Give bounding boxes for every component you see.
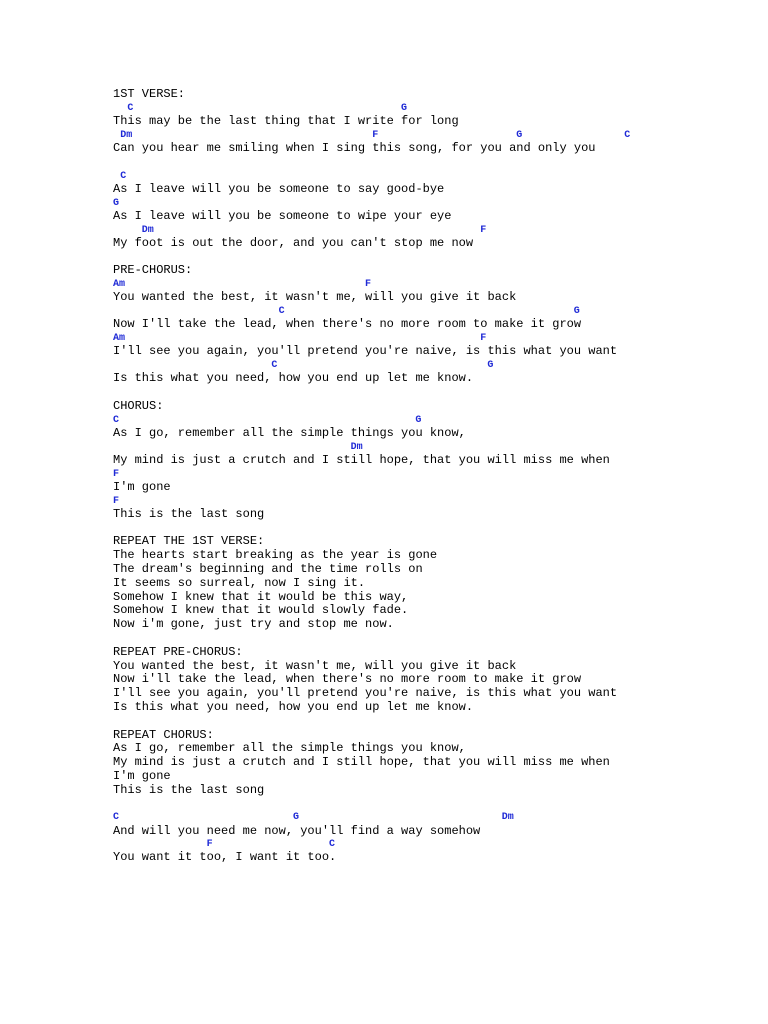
chord-line — [113, 495, 753, 508]
chord-line — [113, 811, 753, 824]
chord-symbol: F — [372, 129, 379, 141]
chord-symbol: F — [113, 468, 120, 480]
chord-symbol: C — [120, 170, 127, 182]
lyric-line: As I leave will you be someone to say good-bye — [113, 181, 445, 196]
lyric-line: As I go, remember all the simple things you know, — [113, 741, 466, 756]
chord-symbol: Am — [113, 279, 126, 291]
chord-symbol: C — [113, 414, 120, 426]
chord-symbol: G — [293, 812, 300, 824]
blank-line — [113, 632, 753, 646]
chord-line — [113, 414, 753, 427]
blank-line — [113, 715, 753, 729]
chord-symbol: Dm — [120, 129, 133, 141]
chord-symbol: F — [113, 495, 120, 507]
lyric-line: This is the last song — [113, 782, 265, 797]
lyric-line: My foot is out the door, and you can't stop me now — [113, 235, 474, 250]
chord-symbol: C — [113, 812, 120, 824]
blank-line — [113, 386, 753, 400]
lyric-line: And will you need me now, you'll find a way somehow — [113, 823, 481, 838]
lyric-line: You wanted the best, it wasn't me, will you give it back — [113, 658, 517, 673]
chord-line — [113, 359, 753, 372]
chord-symbol: Dm — [141, 224, 154, 236]
chord-symbol: C — [278, 306, 285, 318]
lyric-line: Somehow I knew that it would slowly fade. — [113, 603, 409, 618]
lyric-line: My mind is just a crutch and I still hope, that you will miss me when — [113, 452, 610, 467]
lyric-line: You want it too, I want it too. — [113, 850, 337, 865]
chord-line — [113, 838, 753, 851]
blank-line — [113, 522, 753, 536]
chord-symbol: Am — [113, 333, 126, 345]
chord-line — [113, 305, 753, 318]
lyric-line: REPEAT THE 1ST VERSE: — [113, 534, 265, 549]
lyric-line: This may be the last thing that I write for long — [113, 113, 459, 128]
lyric-line: The dream's beginning and the time rolls on — [113, 561, 423, 576]
lyric-line: PRE-CHORUS: — [113, 263, 193, 278]
lyric-line: I'm gone — [113, 479, 171, 494]
lyric-line: As I leave will you be someone to wipe your eye — [113, 208, 452, 223]
lyric-line: CHORUS: — [113, 398, 164, 413]
lyric-line: Now i'm gone, just try and stop me now. — [113, 617, 394, 632]
lyric-line: Can you hear me smiling when I sing this song, for you and only you — [113, 140, 596, 155]
lyric-line: Is this what you need, how you end up let me know. — [113, 699, 474, 714]
chord-symbol: Dm — [501, 812, 514, 824]
lyric-line: Somehow I knew that it would be this way, — [113, 589, 409, 604]
lyric-line: Is this what you need, how you end up let me know. — [113, 371, 474, 386]
lyric-line: You wanted the best, it wasn't me, will you give it back — [113, 290, 517, 305]
chord-symbol: F — [480, 333, 487, 345]
song-sheet — [113, 88, 753, 865]
blank-line — [113, 156, 753, 170]
lyric-line: As I go, remember all the simple things you know, — [113, 425, 466, 440]
chord-symbol: F — [206, 839, 213, 851]
chord-symbol: C — [271, 360, 278, 372]
lyric-line: I'm gone — [113, 768, 171, 783]
lyric-line: The hearts start breaking as the year is gone — [113, 548, 438, 563]
lyric-line: I'll see you again, you'll pretend you're naive, is this what you want — [113, 344, 618, 359]
lyric-line: It seems so surreal, now I sing it. — [113, 575, 366, 590]
chord-symbol: C — [624, 129, 631, 141]
lyric-line: REPEAT CHORUS: — [113, 727, 214, 742]
chord-line — [113, 468, 753, 481]
chord-symbol: C — [329, 839, 336, 851]
blank-line — [113, 798, 753, 812]
lyric-line: I'll see you again, you'll pretend you're naive, is this what you want — [113, 686, 618, 701]
lyric-line: My mind is just a crutch and I still hope, that you will miss me when — [113, 755, 610, 770]
chord-line — [113, 102, 753, 115]
chord-symbol: F — [365, 279, 372, 291]
chord-line — [113, 129, 753, 142]
chord-symbol: G — [415, 414, 422, 426]
chord-symbol: G — [113, 197, 120, 209]
lyric-line: Now i'll take the lead, when there's no more room to make it grow — [113, 672, 582, 687]
lyric-line: 1ST VERSE: — [113, 87, 186, 101]
blank-line — [113, 251, 753, 265]
chord-line — [113, 197, 753, 210]
chord-symbol: G — [487, 360, 494, 372]
chord-line — [113, 170, 753, 183]
chord-line — [113, 224, 753, 237]
chord-line — [113, 278, 753, 291]
chord-symbol: G — [573, 306, 580, 318]
chord-symbol: C — [127, 102, 134, 114]
chord-line — [113, 332, 753, 345]
chord-line — [113, 441, 753, 454]
chord-symbol: G — [401, 102, 408, 114]
chord-symbol: Dm — [350, 441, 363, 453]
lyric-line: Now I'll take the lead, when there's no more room to make it grow — [113, 317, 582, 332]
chord-symbol: G — [516, 129, 523, 141]
lyric-line: REPEAT PRE-CHORUS: — [113, 644, 243, 659]
lyric-line: This is the last song — [113, 506, 265, 521]
chord-symbol: F — [480, 224, 487, 236]
